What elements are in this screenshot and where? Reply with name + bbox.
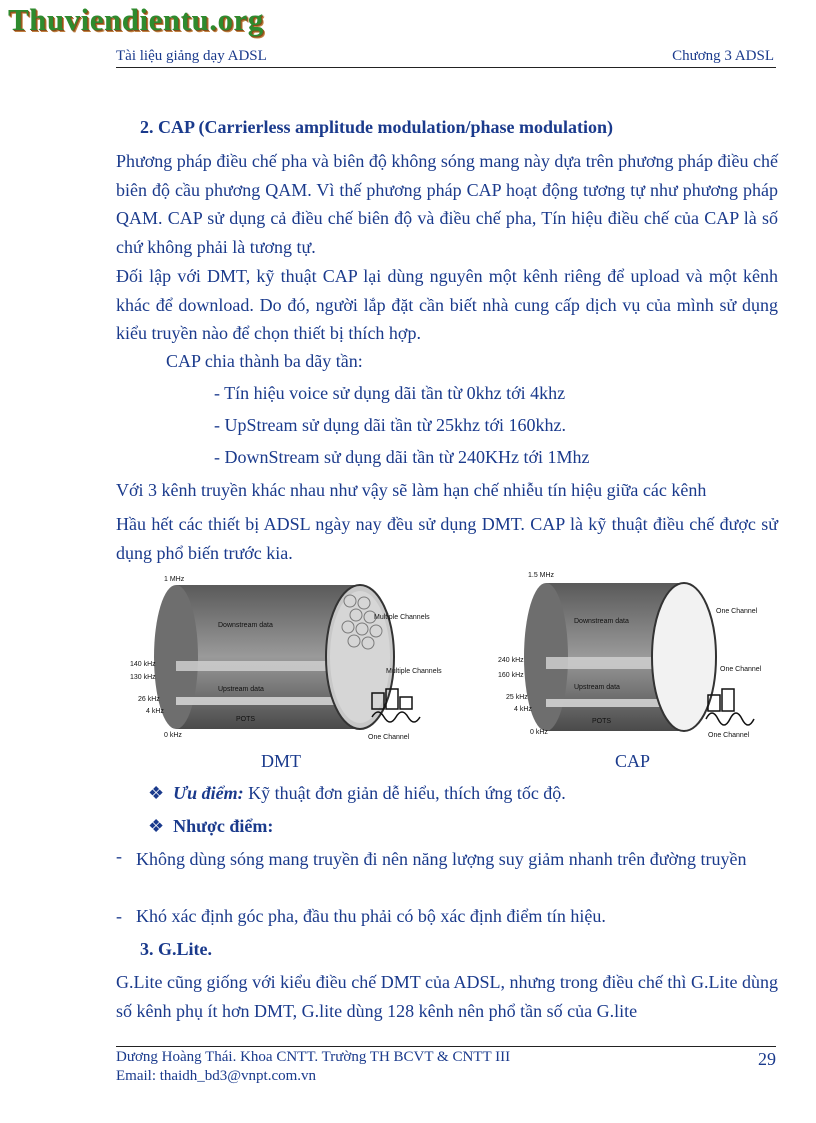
cap-band-label: Downstream data <box>574 618 629 625</box>
cap-freq-label: 160 kHz <box>498 672 524 679</box>
footer-divider <box>116 1046 776 1047</box>
footer-email: Email: thaidh_bd3@vnpt.com.vn <box>116 1068 317 1084</box>
cap-band-label: POTS <box>592 718 612 725</box>
paragraph-dmt-prevalence: Hầu hết các thiết bị ADSL ngày nay đều sử dụng DMT. CAP là kỹ thuật điều chế được sử dụng phổ biến trước kia. <box>116 514 778 563</box>
cap-freq-label: 25 kHz <box>506 694 528 701</box>
cap-callout: One Channel <box>720 666 762 673</box>
section-heading-glite: 3. G.Lite. <box>140 939 212 959</box>
band-item-upstream: - UpStream sử dụng dãi tần từ 25khz tới 160khz. <box>214 415 566 435</box>
pros-item <box>148 783 566 804</box>
pros-label: Ưu điểm: <box>173 783 244 803</box>
dmt-callout: One Channel <box>368 734 410 741</box>
dmt-band-label: Upstream data <box>218 686 264 693</box>
figure-dmt <box>128 571 446 741</box>
header-divider <box>116 67 776 68</box>
cap-freq-label: 4 kHz <box>514 706 532 713</box>
cons-item-2: Khó xác định góc pha, đầu thu phải có bộ xác định điểm tín hiệu. <box>136 906 606 926</box>
cons-item <box>148 816 273 837</box>
dmt-callout: Multiple Channels <box>374 614 430 621</box>
page-number: 29 <box>758 1049 776 1069</box>
cap-diagram <box>494 571 764 741</box>
dmt-diagram <box>128 571 446 741</box>
band-item-voice: - Tín hiệu voice sử dụng dãi tần từ 0khz tới 4khz <box>214 383 566 403</box>
paragraph-three-channels: Với 3 kênh truyền khác nhau như vậy sẽ làm hạn chế nhiễu tín hiệu giữa các kênh <box>116 480 707 500</box>
cons-label: Nhược điểm: <box>173 816 274 836</box>
cap-freq-label: 240 kHz <box>498 657 524 664</box>
diamond-bullet-icon: ❖ <box>148 783 165 803</box>
cap-callout: One Channel <box>708 732 750 739</box>
cons-dash-2: - <box>116 906 122 926</box>
figure-caption-dmt: DMT <box>261 751 301 771</box>
section-heading-cap: 2. CAP (Carrierless amplitude modulation/phase modulation) <box>140 117 614 137</box>
diamond-bullet-icon: ❖ <box>148 816 165 836</box>
cap-freq-label: 0 kHz <box>530 729 548 736</box>
dmt-band-label: POTS <box>236 716 256 723</box>
header-chapter: Chương 3 ADSL <box>672 48 774 64</box>
pros-text: Kỹ thuật đơn giản dễ hiểu, thích ứng tốc độ. <box>243 783 566 803</box>
header-doc-title: Tài liệu giảng dạy ADSL <box>116 48 267 64</box>
dmt-freq-label: 1 MHz <box>164 576 185 583</box>
dmt-freq-label: 4 kHz <box>146 708 164 715</box>
paragraph-glite: G.Lite cũng giống với kiểu điều chế DMT của ADSL, nhưng trong điều chế thì G.Lite dùng số kênh phụ ít hơn DMT, G.lite dùng 128 kênh nên phổ tần số của G.lite <box>116 972 778 1021</box>
cap-band-label: Upstream data <box>574 684 620 691</box>
dmt-freq-label: 130 kHz <box>130 674 156 681</box>
band-item-downstream: - DownStream sử dụng dãi tần từ 240KHz tới 1Mhz <box>214 447 590 467</box>
dmt-freq-label: 140 kHz <box>130 661 156 668</box>
figure-cap <box>494 571 764 741</box>
paragraph-cap-vs-dmt: Đối lập với DMT, kỹ thuật CAP lại dùng nguyên một kênh riêng để upload và một kênh khác để download. Do đó, người lắp đặt cần biết nhà cung cấp dịch vụ của mình sử dụng kiểu truyền nào để chọn thiết bị thích hợp. <box>116 266 778 344</box>
dmt-freq-label: 26 kHz <box>138 696 160 703</box>
site-logo: Thuviendientu.org <box>8 2 264 37</box>
dmt-band-label: Downstream data <box>218 622 273 629</box>
footer-author: Dương Hoàng Thái. Khoa CNTT. Trường TH BCVT & CNTT III <box>116 1049 511 1065</box>
cons-dash-1: - <box>116 846 122 866</box>
bands-intro: CAP chia thành ba dãy tần: <box>166 351 363 371</box>
dmt-freq-label: 0 kHz <box>164 732 182 739</box>
figure-caption-cap: CAP <box>615 751 651 771</box>
cap-freq-label: 1.5 MHz <box>528 572 555 579</box>
cap-callout: One Channel <box>716 608 758 615</box>
cons-item-1: Không dùng sóng mang truyền đi nên năng lượng suy giảm nhanh trên đường truyền <box>136 849 747 869</box>
paragraph-cap-intro: Phương pháp điều chế pha và biên độ không sóng mang này dựa trên phương pháp điều chế biên độ cầu phương QAM. Vì thế phương pháp CAP hoạt động tương tự như phương pháp QAM. CAP sử dụng cả điều chế biên độ và điều chế pha, Tín hiệu điều chế của CAP là số chứ không phải là tương tự. <box>116 151 778 257</box>
dmt-callout: Multiple Channels <box>386 668 442 675</box>
